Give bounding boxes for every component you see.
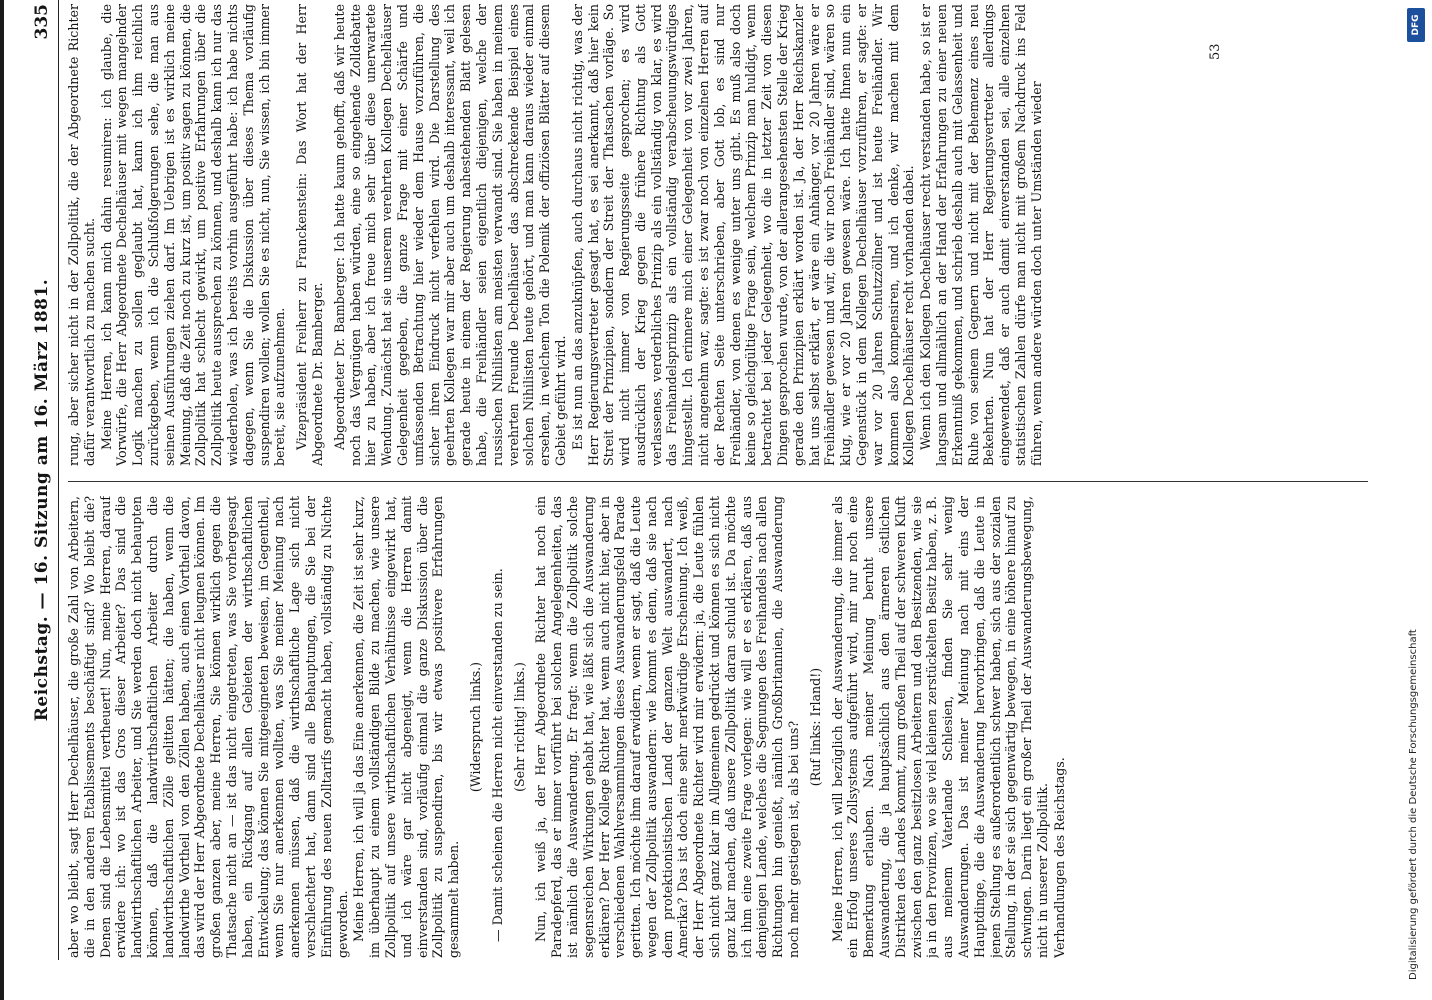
paragraph: rung, aber sicher nicht in der Zollpolitik, die der Abgeordnete Richter dafür verantwortlich zu machen sucht. (66, 4, 97, 466)
scan-edge (0, 0, 4, 1000)
speaker-paragraph: Abgeordneter Dr. Bamberger: Ich hatte kaum gehofft, daß wir heute noch das Vergnügen haben würden, eine so eingehende Zolldebatte hier zu haben, aber ich freue mich sehr über diese unerwartete Wendung. Zunächst hat sie unserem verehrten Kollegen Dechelhäuser Gelegenheit gegeben, die ganze Frage mit einer Schärfe und umfassenden Betrachtung hier wieder dem Hause vorzuführen, die sicher ihren Eindruck nicht verfehlen wird. Die Darstellung des geehrten Kollegen war mir aber auch um deshalb interessant, weil ich gerade heute in einem der Regierung nahestehenden Blatt gelesen habe, die Freihändler seien eigentlich diejenigen, welche der russischen Nihilisten am meisten verwandt sind. Sie haben in meinem verehrten Freunde Dechelhäuser das abschreckende Beispiel eines solchen Nihilisten heute gehört, und man kann daraus wieder einmal ersehen, in welchem Ton die Polemik der offiziösen Blätter auf diesem Gebiet geführt wird. (331, 4, 568, 466)
paragraph: Nun, ich weiß ja, der Herr Abgeordnete Richter hat noch ein Paradepferd, das er immer vorführt bei solchen Angelegenheiten, das ist nämlich die Auswanderung. Er fragt: wenn die Zollpolitik solche segensreichen Wirkungen gehabt hat, wie läßt sich die Auswanderung erklären? Der Herr Kollege Richter hat, wenn auch nicht hier, aber in verschiedenen Wahlversammlungen dieses Auswanderungsfeld Parade geritten. Ich möchte ihm darauf erwidern, wenn er sagt, daß die Leute wegen der Zollpolitik auswandern: wie kommt es denn, daß sie nach dem protektionistischen Land der ganzen Welt auswandert, nach Amerika? Das ist doch eine sehr merkwürdige Erscheinung. Ich weiß, der Herr Abgeordnete Richter wird mir erwidern: ja, die Leute fühlen sich nicht ganz klar im Allgemeinen gedrückt und können es sich nicht ganz klar machen, daß unsere Zollpolitik daran schuld ist. Da möchte ich ihm eine zweite Frage vorlegen: wie will er es erklären, daß aus demjenigen Lande, welches die Segnungen des Freihandels nach allen Richtungen hin genießt, nämlich Großbritannien, die Auswanderung noch mehr gestiegen ist, als bei uns? (533, 496, 802, 958)
speaker-paragraph: Vizepräsident Freiherr zu Franckenstein: Das Wort hat der Herr Abgeordnete Dr. Bamberger. (294, 4, 325, 466)
dfg-logo (1407, 8, 1425, 42)
side-credit (1400, 40, 1424, 980)
page-number: 335 (32, 4, 52, 40)
running-head (28, 0, 59, 960)
paragraph: Es ist nun an das anzuknüpfen, auch durchaus nicht richtig, was der Herr Regierungsvertreter gesagt hat, es sei anerkannt, daß hier kein Streit der Prinzipien, sondern der Streit der Thatsachen vorläge. So wird nicht immer von Regierungsseite gesprochen; es wird ausdrücklich der Krieg gegen die frühere Richtung als Gott verlassenes, verderbliches Prinzip als ein vollständig von klar, es wird das Freihandelsprinzip als ein vollständig verabscheuungswürdiges hingestellt. Ich erinnere mich einer Gelegenheit von vor zwei Jahren, nicht angenehm war, sagte: es ist zwar noch von einzelnen Herren auf der Rechten Seite unterschrieben, aber Gott lob, es sind nur Freihändler, von denen es wenige unter uns gibt. Es muß also doch keine so gleichgültige Frage sein, welchem Prinzip man huldigt, wenn betrachtet bei jeder Gelegenheit, wo die in letzter Zeit von diesen Dingen gesprochen wurde, von der allerangesehensten Stelle der Krieg gerade den Prinzipien erklärt worden ist. Ja, der Herr Reichskanzler hat uns selbst erklärt, er wäre ein Anhänger, vor 20 Jahren wäre er Freihändler gewesen und wir, die wir noch Freihändler sind, wären so klug, wie er vor 20 Jahren gewesen wäre. Ich hatte Ihnen nun ein Gegenstück in dem Kollegen Dechelhäuser vorzuführen, er sagte: er war vor 20 Jahren Schutzzöllner und ist heute Freihändler. Wir kommen also kompensiren, und ich denke, wir machen mit dem Kollegen Dechelhäuser recht vorhanden dabei. (569, 4, 917, 466)
signature-mark: 53 (1208, 43, 1223, 60)
credit-text: Digitalisierung gefördert durch die Deutsche Forschungsgemeinschaft (1408, 629, 1419, 980)
paragraph: Wenn ich den Kollegen Dechelhäuser recht verstanden habe, so ist er langsam und allmählich an der Hand der Erfahrungen zu einer neuen Erkenntniß gekommen, und schrieb deshalb auch mit Gelassenheit und Ruhe von seinem Gegnern und nicht mit der Behemenz eines neu Bekehrten. Nun hat der Herr Regierungsvertreter allerdings eingewendet, daß er auch damit einverstanden sei, alle einzelnen statistischen Zahlen dürfe man nicht mit großem Nachdruck ins Feld führen, wenn andere würden doch unter Umständen wieder (918, 4, 1044, 466)
right-column (66, 4, 1382, 466)
paragraph: — Damit scheinen die Herren nicht einverstanden zu sein. (489, 568, 505, 942)
interjection: (Widerspruch links.) (467, 661, 483, 793)
column-divider (68, 481, 1368, 482)
footer-line: Verhandlungen des Reichstags. (1051, 757, 1067, 958)
dfg-logo-text: DFG (1411, 14, 1421, 36)
running-head-title: Reichstag. — 16. Sitzung am 16. März 1881. (32, 278, 52, 722)
paragraph: aber wo bleibt, sagt Herr Dechelhäuser, die große Zahl von Arbeitern, die in den anderen Etablissements beschäftigt sind? Wo bleibt die? Denen sind die Lebensmittel vertheuert! Nun, meine Herren, darauf erwidere ich: wo ist das Gros dieser Arbeiter? Das sind die landwirthschaftlichen Arbeiter, und Sie werden doch nicht behaupten können, daß die landwirthschaftlichen Arbeiter durch die landwirthschaftlichen Zölle gelitten hätten; die haben, wenn die landwirthe Vortheil von den Zöllen haben, auch einen Vortheil davon, das wird der Herr Abgeordnete Dechelhäuser nicht leugnen können. Im großen ganzen aber, meine Herren, Sie können wirklich gegen die Thatsache nicht an — ist das nicht eingetreten, was Sie vorhergesagt haben, ein Rückgang auf allen Gebieten der wirthschaftlichen Entwickelung; das können Sie mitgeeigneten beweisen, im Gegentheil, wenn Sie nur anerkennen wollten, was Sie meiner Meinung nach anerkennen müssen, daß die wirthschaftliche Lage sich nicht verschlechtert hat, dann sind alle Behauptungen, die Sie bei der Einführung des neuen Zolltarifs gemacht haben, vollständig zu Nichte geworden. (66, 496, 350, 958)
paragraph: Meine Herren, ich kann mich dahin resumiren: ich glaube, die Vorwürfe, die Herr Abgeordnete Dechelhäuser mit wegen mangelnder Logik machen zu sollen geglaubt hat, kann ich ihm reichlich zurückgeben, wenn ich die Schlußfolgerungen sehe, die man aus seinen Ausführungen ziehen darf. Im Uebrigen ist es wirklich meine Meinung, daß die Zeit noch zu kurz ist, um positiv sagen zu können, die Zollpolitik hat schlecht gewirkt, um positive Erfahrungen über die Zollpolitik heute aussprechen zu können, und deshalb kann ich nur das wiederholen, was ich bereits vorhin ausgeführt habe: ich habe nichts dagegen, wenn Sie die Diskussion über dieses Thema vorläufig suspendiren wollen; wollen Sie es nicht, nun, Sie wissen, ich bin immer bereit, sie aufzunehmen. (98, 4, 288, 466)
interjection: (Sehr richtig! links.) (511, 662, 527, 792)
interjection: (Ruf links: Irland!) (807, 667, 823, 787)
paragraph: Meine Herren, ich will ja das Eine anerkennen, die Zeit ist sehr kurz, im überhaupt zu einem vollständigen Bilde zu machen, wie unsere Zollpolitik auf unsere wirthschaftlichen Verhältnisse eingewirkt hat, und ich wäre gar nicht abgeneigt, wenn die Herren damit einverstanden sind, vorläufig einmal die ganze Diskussion über die Zollpolitik zu suspendiren, bis wir etwas positivere Erfahrungen gesammelt haben. (351, 496, 462, 958)
left-column (66, 496, 1382, 958)
scanned-page (28, 0, 1388, 960)
paragraph: Meine Herren, ich will bezüglich der Auswanderung, die immer als ein Erfolg unseres Zollsystems aufgeführt wird, mir nur noch eine Bemerkung erlauben. Nach meiner Meinung beruht unsere Auswanderung, die ja hauptsächlich aus den ärmeren östlichen Distrikten des Landes kommt, zum großen Theil auf der schweren Kluft zwischen den ganz besitzlosen Arbeitern und den Besitzenden, wie sie ja in den Provinzen, wo sie viel kleinen zerstückelten Besitz haben, z. B. aus meinem Vaterlande Schlesien, finden Sie sehr wenig Auswanderungen. Das ist meiner Meinung nach mit eins der Hauptdinge, die die Auswanderung hervorbringen, daß die Leute in jenen Stellung es außerordentlich schwer haben, sich aus der sozialen Stellung, in der sie sich gegenwärtig bewegen, in eine höhere hinauf zu schwingen. Darin liegt ein großer Theil der Auswanderungsbewegung, nicht in unserer Zollpolitik. (829, 496, 1051, 958)
